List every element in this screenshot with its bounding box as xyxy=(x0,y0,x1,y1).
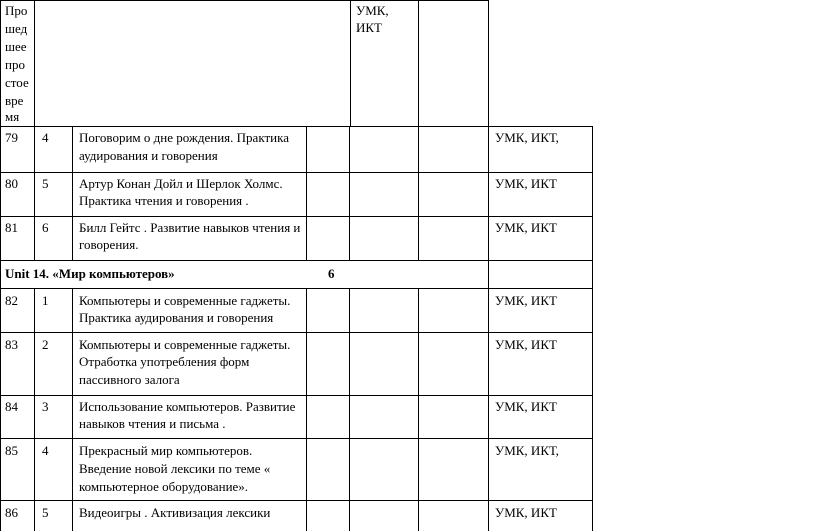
rule xyxy=(0,0,1,531)
lesson-hour: 4 xyxy=(42,130,49,145)
rule xyxy=(488,126,489,260)
rule xyxy=(306,288,307,531)
lesson-number: 83 xyxy=(5,337,18,352)
lesson-resources: УМК, ИКТ xyxy=(495,293,557,308)
lesson-topic: Введение новой лексики по теме « xyxy=(79,461,271,476)
header-text: ИКТ xyxy=(356,20,382,35)
lesson-resources: УМК, ИКТ, xyxy=(495,130,559,145)
lesson-hour: 2 xyxy=(42,337,49,352)
rule xyxy=(418,288,419,531)
lesson-topic: Компьютеры и современные гаджеты. xyxy=(79,337,291,352)
rule xyxy=(34,126,35,260)
rule xyxy=(350,0,351,126)
lesson-number: 86 xyxy=(5,505,18,520)
rule xyxy=(592,126,593,531)
header-text: шее xyxy=(5,39,27,54)
header-text: вре xyxy=(5,93,24,108)
lesson-number: 80 xyxy=(5,176,18,191)
lesson-hour: 4 xyxy=(42,443,49,458)
lesson-topic: Практика аудирования и говорения xyxy=(79,310,274,325)
header-text: шед xyxy=(5,21,28,36)
lesson-topic: пассивного залога xyxy=(79,372,180,387)
lesson-topic: Компьютеры и современные гаджеты. xyxy=(79,293,291,308)
rule xyxy=(0,0,489,1)
rule xyxy=(34,0,35,126)
unit-hours: 6 xyxy=(328,266,335,281)
lesson-hour: 1 xyxy=(42,293,49,308)
header-text: про xyxy=(5,57,25,72)
rule xyxy=(349,288,350,531)
lesson-topic: аудирования и говорения xyxy=(79,148,218,163)
header-text: стое xyxy=(5,75,29,90)
rule xyxy=(34,288,35,531)
rule xyxy=(0,172,593,173)
lesson-number: 82 xyxy=(5,293,18,308)
lesson-hour: 6 xyxy=(42,220,49,235)
lesson-resources: УМК, ИКТ xyxy=(495,399,557,414)
lesson-number: 85 xyxy=(5,443,18,458)
rule xyxy=(0,288,593,289)
lesson-topic: Отработка употребления форм xyxy=(79,354,250,369)
lesson-topic: Прекрасный мир компьютеров. xyxy=(79,443,253,458)
rule xyxy=(349,126,350,260)
rule xyxy=(0,395,593,396)
rule xyxy=(72,126,73,260)
lesson-topic: говорения. xyxy=(79,237,139,252)
lesson-resources: УМК, ИКТ xyxy=(495,337,557,352)
rule xyxy=(72,288,73,531)
lesson-resources: УМК, ИКТ xyxy=(495,505,557,520)
lesson-resources: УМК, ИКТ xyxy=(495,220,557,235)
lesson-topic: Артур Конан Дойл и Шерлок Холмс. xyxy=(79,176,283,191)
rule xyxy=(488,260,489,288)
header-text: УМК, xyxy=(356,3,389,18)
rule xyxy=(0,500,593,501)
rule xyxy=(0,332,593,333)
lesson-hour: 5 xyxy=(42,505,49,520)
header-text: Про xyxy=(5,3,28,18)
lesson-topic: Билл Гейтс . Развитие навыков чтения и xyxy=(79,220,301,235)
lesson-hour: 3 xyxy=(42,399,49,414)
lesson-hour: 5 xyxy=(42,176,49,191)
rule xyxy=(488,288,489,531)
rule xyxy=(0,438,593,439)
lesson-topic: Использование компьютеров. Развитие xyxy=(79,399,296,414)
unit-title: Unit 14. «Мир компьютеров» xyxy=(5,266,175,281)
header-text: мя xyxy=(5,109,20,124)
lesson-resources: УМК, ИКТ xyxy=(495,176,557,191)
lesson-number: 81 xyxy=(5,220,18,235)
rule xyxy=(0,260,593,261)
lesson-topic: компьютерное оборудование». xyxy=(79,479,249,494)
lesson-topic: навыков чтения и письма . xyxy=(79,416,226,431)
rule xyxy=(488,0,489,126)
lesson-number: 79 xyxy=(5,130,18,145)
lesson-topic: Поговорим о дне рождения. Практика xyxy=(79,130,289,145)
lesson-topic: Практика чтения и говорения . xyxy=(79,193,249,208)
rule xyxy=(418,0,419,126)
lesson-topic: Видеоигры . Активизация лексики xyxy=(79,505,271,520)
lesson-number: 84 xyxy=(5,399,18,414)
rule xyxy=(0,126,593,127)
lesson-resources: УМК, ИКТ, xyxy=(495,443,559,458)
rule xyxy=(0,216,593,217)
rule xyxy=(306,126,307,260)
rule xyxy=(418,126,419,260)
